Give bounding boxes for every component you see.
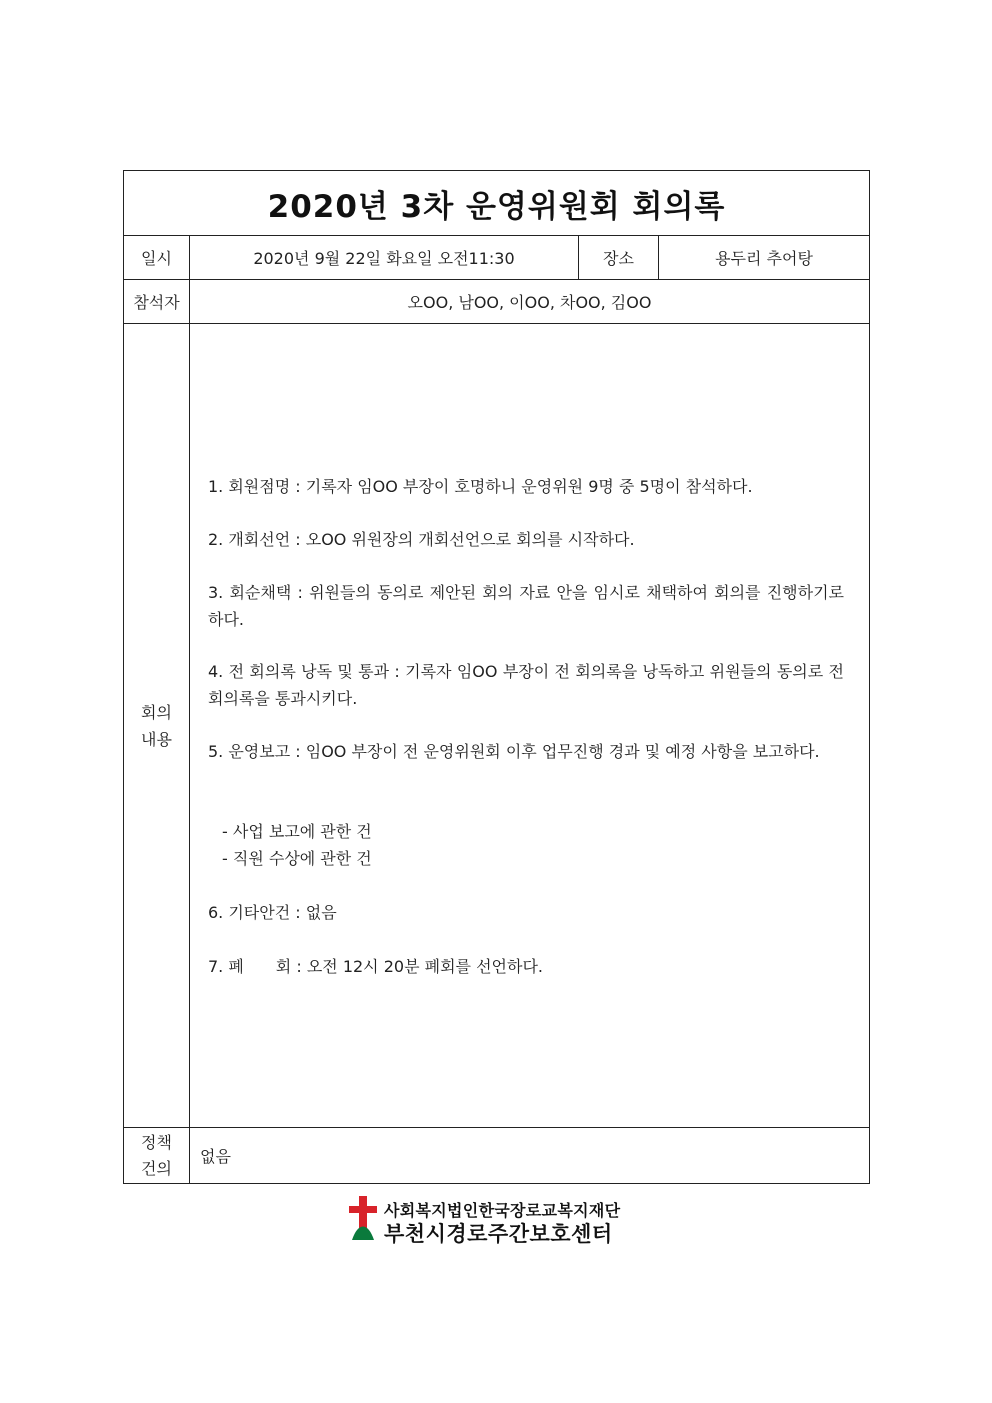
- policy-label-line2: 건의: [141, 1158, 172, 1178]
- agenda-item-6: 6. 기타안건 : 없음: [208, 903, 337, 922]
- meeting-content: [190, 324, 869, 1127]
- minutes-sheet: [123, 170, 870, 1184]
- title-row: [124, 171, 869, 236]
- org-name-line1: 사회복지법인한국장로교복지재단: [384, 1201, 621, 1220]
- place-label: 장소: [579, 235, 659, 279]
- agenda-item-1: 1. 회원점명 : 기록자 임OO 부장이 호명하니 운영위원 9명 중 5명이 참석하다.: [208, 477, 753, 496]
- content-label-line1: 회의: [141, 702, 172, 722]
- org-name-line2: 부천시경로주간보호센터: [384, 1222, 613, 1246]
- date-value: 2020년 9월 22일 화요일 오전11:30: [190, 235, 579, 279]
- agenda-item-7: 7. 폐 회 : 오전 12시 20분 폐회를 선언하다.: [208, 957, 543, 976]
- attendees-label: 참석자: [124, 280, 190, 323]
- sub-item-1: - 사업 보고에 관한 건: [222, 822, 372, 841]
- agenda-item-5: 5. 운영보고 : 임OO 부장이 전 운영위원회 이후 업무진행 경과 및 예정 사항을 보고하다.: [208, 742, 820, 761]
- attendees-row: [124, 280, 869, 324]
- policy-value: 없음: [200, 1147, 231, 1166]
- content-label-line2: 내용: [141, 729, 172, 749]
- place-value: 용두리 추어탕: [715, 248, 813, 268]
- sub-item-2: - 직원 수상에 관한 건: [222, 849, 372, 868]
- attendees-value: 오OO, 남OO, 이OO, 차OO, 김OO: [407, 293, 652, 312]
- policy-label: [124, 1128, 190, 1183]
- date-place-row: [124, 235, 869, 280]
- agenda-item-3: 3. 회순채택 : 위원들의 동의로 제안된 회의 자료 안을 임시로 채택하여 회의를 진행하기로 하다.: [208, 583, 844, 629]
- policy-row: [124, 1128, 869, 1183]
- agenda-item-4: 4. 전 회의록 낭독 및 통과 : 기록자 임OO 부장이 전 회의록을 낭독하고 위원들의 동의로 전 회의록을 통과시키다.: [208, 662, 844, 708]
- agenda-item-2: 2. 개회선언 : 오OO 위원장의 개회선언으로 회의를 시작하다.: [208, 530, 635, 549]
- content-label: [124, 324, 190, 1127]
- content-row: [124, 324, 869, 1128]
- document-title: 2020년 3차 운영위원회 회의록: [267, 188, 726, 225]
- policy-label-line1: 정책: [141, 1132, 172, 1152]
- organization-footer: [348, 1196, 621, 1248]
- date-label: 일시: [124, 235, 190, 279]
- cross-logo-icon: [348, 1196, 378, 1246]
